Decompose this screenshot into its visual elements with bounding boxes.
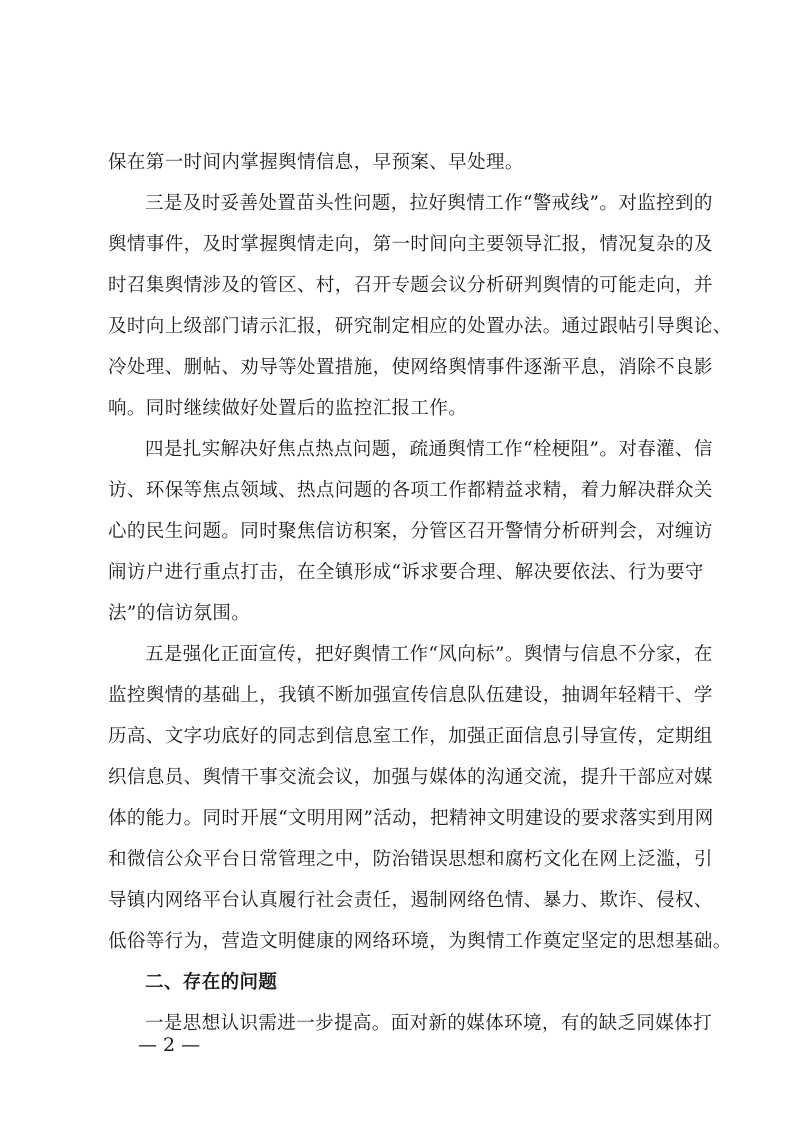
paragraph-line: 三是及时妥善处置苗头性问题，拉好舆情工作“警戒线”。对监控到的 — [145, 193, 713, 214]
paragraph-line: 低俗等行为，营造文明健康的网络环境，为舆情工作奠定坚定的思想基础。 — [108, 931, 732, 952]
paragraph-line: 冷处理、删帖、劝导等处置措施，使网络舆情事件逐渐平息，消除不良影 — [108, 357, 713, 378]
paragraph-line: 体的能力。同时开展“文明用网”活动，把精神文明建设的要求落实到用网 — [108, 808, 714, 829]
paragraph-line: 和微信公众平台日常管理之中，防治错误思想和腐朽文化在网上泛滥，引 — [108, 849, 713, 870]
paragraph-line: 响。同时继续做好处置后的监控汇报工作。 — [108, 398, 468, 419]
paragraph-line: 舆情事件，及时掌握舆情走向，第一时间向主要领导汇报，情况复杂的及 — [108, 234, 713, 255]
paragraph-line: 监控舆情的基础上，我镇不断加强宣传信息队伍建设，抽调年轻精干、学 — [108, 685, 713, 706]
paragraph-line: 闹访户进行重点打击，在全镇形成“诉求要合理、解决要依法、行为要守 — [108, 562, 704, 583]
paragraph-line: 法”的信访氛围。 — [108, 603, 251, 624]
paragraph-line: 时召集舆情涉及的管区、村，召开专题会议分析研判舆情的可能走向，并 — [108, 275, 713, 296]
section-heading: 二、存在的问题 — [145, 972, 278, 993]
paragraph-line: 四是扎实解决好焦点热点问题，疏通舆情工作“栓梗阻”。对春灌、信 — [145, 439, 713, 460]
page-number: — 2 — — [138, 1034, 201, 1056]
paragraph-line: 访、环保等焦点领域、热点问题的各项工作都精益求精，着力解决群众关 — [108, 480, 713, 501]
paragraph-line: 及时向上级部门请示汇报，研究制定相应的处置办法。通过跟帖引导舆论、 — [108, 316, 732, 337]
paragraph-line: 五是强化正面宣传，把好舆情工作“风向标”。舆情与信息不分家，在 — [145, 644, 713, 665]
paragraph-line: 历高、文字功底好的同志到信息室工作，加强正面信息引导宣传，定期组 — [108, 726, 713, 747]
paragraph-line: 保在第一时间内掌握舆情信息，早预案、早处理。 — [108, 152, 524, 173]
paragraph-line: 一是思想认识需进一步提高。面对新的媒体环境，有的缺乏同媒体打 — [145, 1013, 713, 1034]
paragraph-line: 导镇内网络平台认真履行社会责任，遏制网络色情、暴力、欺诈、侵权、 — [108, 890, 713, 911]
paragraph-line: 织信息员、舆情干事交流会议，加强与媒体的沟通交流，提升干部应对媒 — [108, 767, 713, 788]
paragraph-line: 心的民生问题。同时聚焦信访积案，分管区召开警情分析研判会，对缠访 — [108, 521, 713, 542]
